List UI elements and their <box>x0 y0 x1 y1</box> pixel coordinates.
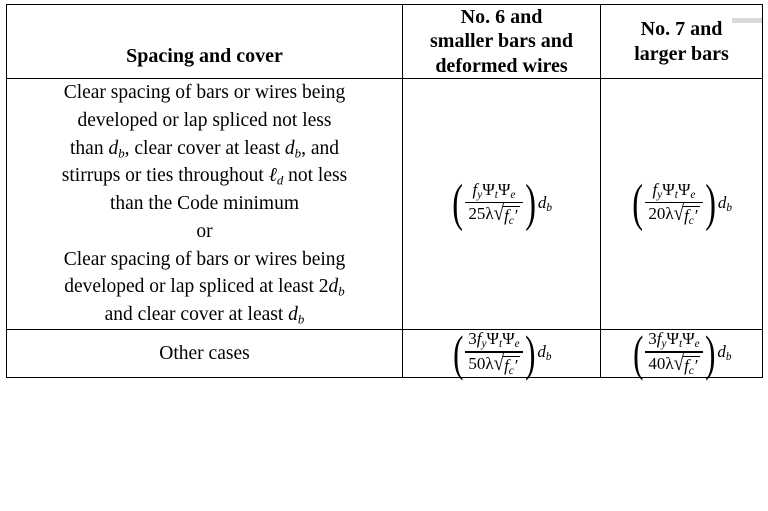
symbol-f: f <box>472 179 478 199</box>
header-col2-line-1: No. 6 and <box>460 6 543 28</box>
symbol-prime: ′ <box>513 206 518 226</box>
row1-line-3 <box>7 135 402 163</box>
fraction <box>645 330 702 377</box>
right-paren: ) <box>524 174 536 232</box>
header-spacing-and-cover <box>7 5 403 79</box>
symbol-psi: Ψ <box>497 179 511 199</box>
radical-icon: √ <box>493 201 505 226</box>
symbol-d: d <box>717 342 726 362</box>
symbol-f: f <box>504 355 509 375</box>
radicand <box>503 356 519 377</box>
symbol-psi: Ψ <box>662 179 675 199</box>
header-no7-and-larger <box>601 5 763 79</box>
right-paren: ) <box>524 325 536 382</box>
symbol-f: f <box>684 355 689 375</box>
fraction-numerator <box>649 181 698 202</box>
symbol-lambda: λ <box>665 204 674 224</box>
row1-formula-col3 <box>601 79 763 330</box>
symbol-f: f <box>656 329 662 349</box>
formula-expression <box>632 325 732 382</box>
symbol-lambda: λ <box>485 353 494 373</box>
fraction <box>465 181 522 228</box>
header-col3-line-2: larger bars <box>634 42 729 65</box>
row1-line-2: developed or lap spliced not less <box>77 109 332 131</box>
radicand <box>683 356 699 377</box>
symbol-ell: ℓ <box>268 165 277 187</box>
symbol-d: d <box>288 304 298 326</box>
symbol-d: d <box>537 192 547 212</box>
symbol-f: f <box>684 206 689 226</box>
radical-icon: √ <box>493 351 505 376</box>
row1-line-3-text-c: , and <box>301 137 339 159</box>
row1-line-3-text-a: than <box>70 137 109 159</box>
fraction-denominator <box>645 203 702 227</box>
symbol-c: c <box>508 364 514 377</box>
symbol-e: e <box>690 188 696 201</box>
denominator-coefficient: 50 <box>468 353 486 373</box>
header-col2-line-2: smaller bars and <box>430 30 573 53</box>
symbol-e: e <box>514 338 520 351</box>
symbol-b: b <box>725 351 732 364</box>
row1-description <box>7 79 403 330</box>
row1-line-8 <box>7 301 402 329</box>
table-row <box>7 79 763 330</box>
symbol-f: f <box>476 329 482 349</box>
symbol-d: d <box>717 192 727 212</box>
multiplier-db <box>538 194 552 214</box>
fraction-numerator <box>465 330 522 351</box>
symbol-psi: Ψ <box>677 179 691 199</box>
symbol-y: y <box>657 188 663 201</box>
left-paren: ( <box>632 174 644 232</box>
radical-icon: √ <box>673 201 685 226</box>
row1-line-4-text-a: stirrups or ties throughout <box>61 165 269 187</box>
symbol-psi: Ψ <box>502 329 515 349</box>
symbol-e: e <box>510 188 516 201</box>
symbol-d-sub: d <box>276 174 284 189</box>
development-length-table <box>6 4 763 382</box>
symbol-psi: Ψ <box>482 179 495 199</box>
multiplier-db <box>537 343 551 363</box>
symbol-d: d <box>284 137 295 159</box>
radicand <box>683 206 699 227</box>
row1-line-3-text-b: , clear cover at least <box>124 137 285 159</box>
symbol-b: b <box>294 146 302 161</box>
row1-line-5: than the Code minimum <box>109 193 300 215</box>
symbol-b: b <box>118 146 125 161</box>
symbol-b: b <box>338 284 345 299</box>
multiplier-db <box>718 194 732 214</box>
header-col3-line-1: No. 7 and <box>640 18 723 41</box>
row1-line-4 <box>7 162 402 190</box>
symbol-e: e <box>694 338 700 351</box>
symbol-t: t <box>494 188 498 201</box>
row2-formula-col2 <box>403 325 601 382</box>
square-root <box>673 351 700 377</box>
symbol-b: b <box>545 351 552 364</box>
symbol-c: c <box>688 215 694 228</box>
fraction-denominator <box>465 353 522 377</box>
row1-formula-col2 <box>403 79 601 330</box>
symbol-psi: Ψ <box>682 329 695 349</box>
formula-expression <box>451 174 552 232</box>
symbol-lambda: λ <box>665 353 674 373</box>
symbol-prime: ′ <box>693 206 698 226</box>
row1-or-separator: or <box>196 220 213 242</box>
multiplier-db <box>717 343 731 363</box>
header-col2-line-3: deformed wires <box>435 54 568 77</box>
denominator-coefficient: 20 <box>648 204 666 224</box>
symbol-b: b <box>297 312 305 327</box>
left-paren: ( <box>452 325 464 382</box>
row2-label: Other cases <box>159 342 250 364</box>
table-header-row <box>7 5 763 79</box>
right-paren: ) <box>704 325 716 382</box>
numerator-coefficient: 3 <box>648 329 657 349</box>
formula-expression <box>631 174 732 232</box>
header-spacing-and-cover-label: Spacing and cover <box>126 44 283 67</box>
symbol-lambda: λ <box>485 204 494 224</box>
symbol-prime: ′ <box>513 355 518 375</box>
symbol-b: b <box>726 202 732 215</box>
fraction-denominator <box>645 353 702 377</box>
symbol-c: c <box>688 364 694 377</box>
row2-formula-col3 <box>601 325 763 382</box>
symbol-b: b <box>546 202 552 215</box>
page-corner-marker <box>732 18 762 23</box>
symbol-f: f <box>652 179 658 199</box>
left-paren: ( <box>632 325 644 382</box>
symbol-t: t <box>679 338 683 351</box>
table-row <box>7 330 763 378</box>
radicand <box>503 206 519 227</box>
row1-line-7 <box>7 273 402 301</box>
row1-line-7-text-a: developed or lap spliced at least 2 <box>64 276 329 298</box>
numerator-coefficient: 3 <box>468 329 477 349</box>
symbol-psi: Ψ <box>666 329 679 349</box>
radical-icon: √ <box>673 351 685 376</box>
symbol-y: y <box>661 338 667 351</box>
square-root <box>493 351 520 377</box>
symbol-d: d <box>328 276 339 298</box>
document-page <box>0 4 768 511</box>
symbol-psi: Ψ <box>486 329 499 349</box>
symbol-f: f <box>504 206 509 226</box>
symbol-y: y <box>481 338 487 351</box>
row2-description <box>7 330 403 378</box>
symbol-c: c <box>508 215 514 228</box>
fraction <box>645 181 702 228</box>
symbol-d: d <box>108 137 119 159</box>
row1-line-1: Clear spacing of bars or wires being <box>63 82 346 104</box>
row1-line-8-text-a: and clear cover at least <box>104 304 289 326</box>
fraction-numerator <box>469 181 518 202</box>
symbol-t: t <box>499 338 503 351</box>
denominator-coefficient: 40 <box>648 353 666 373</box>
fraction <box>465 330 522 377</box>
formula-expression <box>452 325 552 382</box>
header-no6-and-smaller <box>403 5 601 79</box>
right-paren: ) <box>704 174 716 232</box>
symbol-t: t <box>674 188 678 201</box>
square-root <box>493 201 520 228</box>
left-paren: ( <box>452 174 464 232</box>
fraction-denominator <box>465 203 522 227</box>
square-root <box>673 201 700 228</box>
row1-line-4-text-b: not less <box>283 165 348 187</box>
row1-line-6: Clear spacing of bars or wires being <box>63 248 346 270</box>
fraction-numerator <box>645 330 702 351</box>
denominator-coefficient: 25 <box>468 204 486 224</box>
symbol-d: d <box>537 342 546 362</box>
symbol-y: y <box>477 188 483 201</box>
symbol-prime: ′ <box>693 355 698 375</box>
